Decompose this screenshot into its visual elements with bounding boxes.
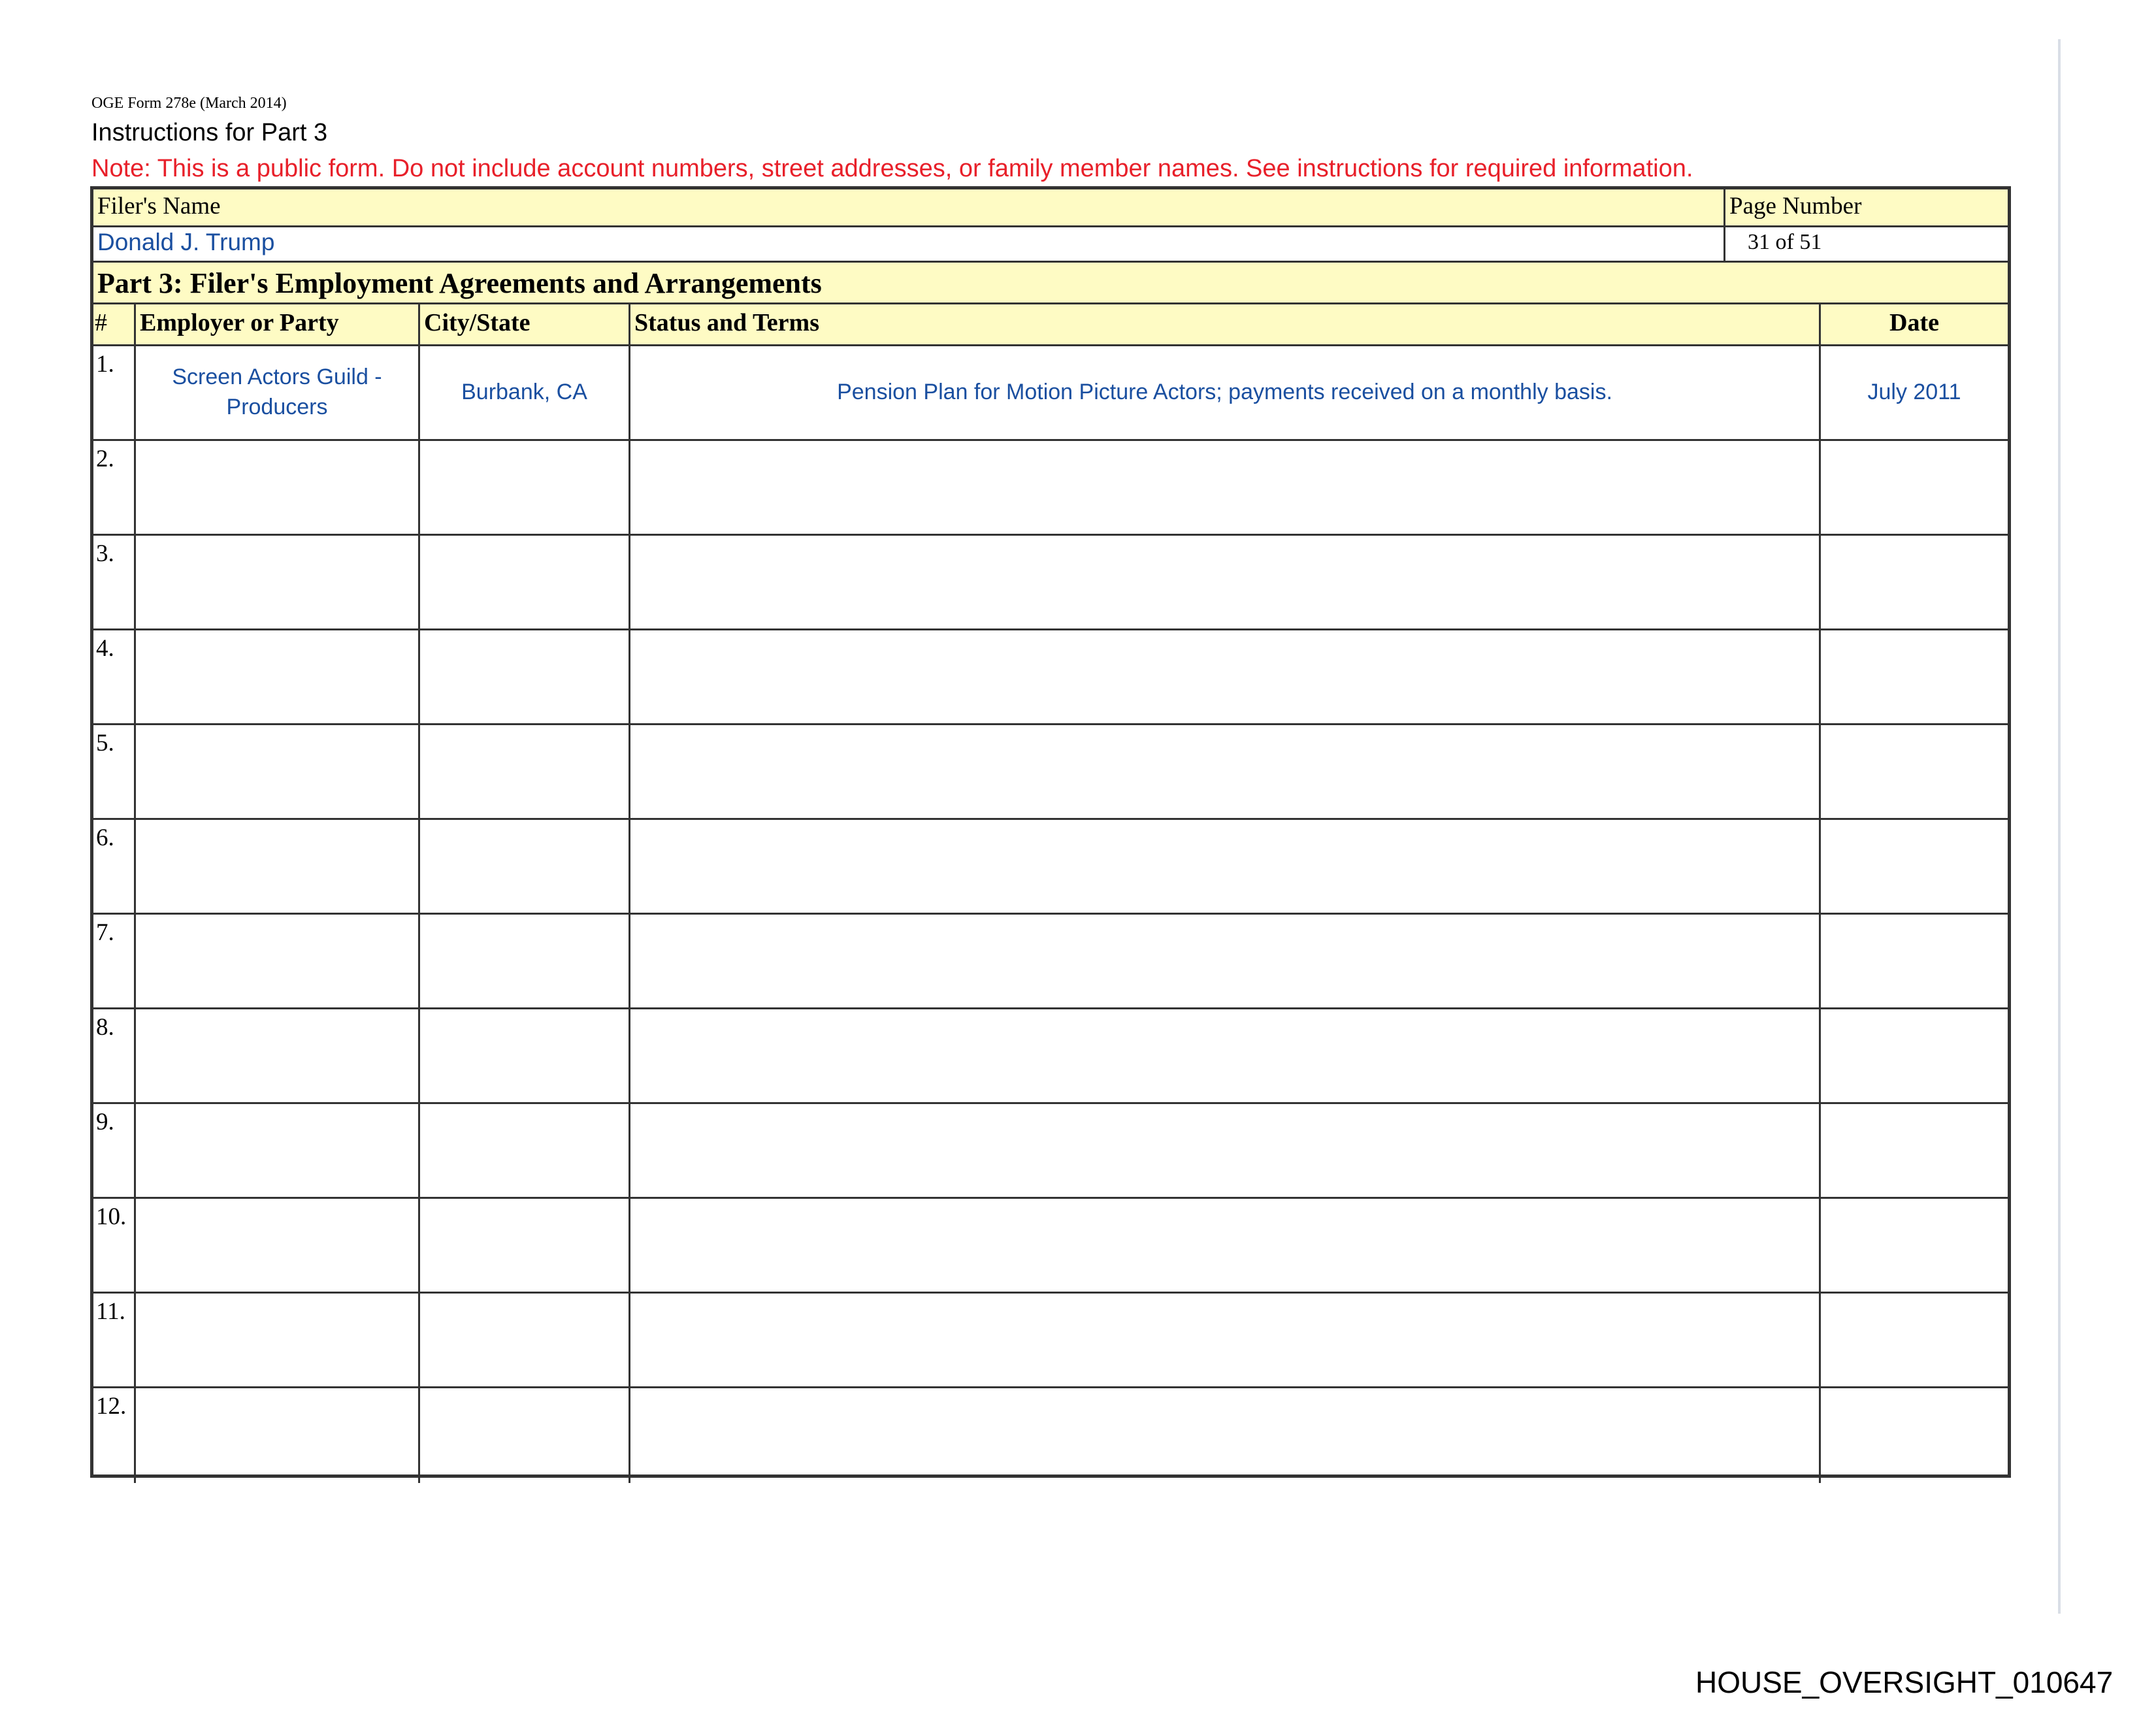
table-row (93, 820, 2008, 915)
row-number: 3. (93, 536, 136, 630)
part-title-row (93, 263, 2008, 304)
city-cell (420, 1009, 630, 1104)
employer-cell (136, 1199, 420, 1294)
status-cell: Pension Plan for Motion Picture Actors; payments received on a monthly basis. (630, 346, 1821, 441)
employer-cell (136, 1294, 420, 1388)
table-row (93, 725, 2008, 820)
status-cell (630, 1294, 1821, 1388)
table-row (93, 915, 2008, 1009)
status-cell (630, 536, 1821, 630)
date-cell (1821, 441, 2008, 536)
city-cell (420, 1199, 630, 1294)
date-cell (1821, 1294, 2008, 1388)
row-number: 5. (93, 725, 136, 820)
table-row (93, 1199, 2008, 1294)
row-number: 7. (93, 915, 136, 1009)
status-cell (630, 1104, 1821, 1199)
employer-cell (136, 536, 420, 630)
row-number: 2. (93, 441, 136, 536)
page-number-value: 31 of 51 (1725, 227, 2008, 263)
table-row (93, 441, 2008, 536)
status-cell (630, 441, 1821, 536)
employer-cell (136, 441, 420, 536)
table-row (93, 1104, 2008, 1199)
page-number-label: Page Number (1725, 189, 2008, 227)
date-cell (1821, 915, 2008, 1009)
part-title: Part 3: Filer's Employment Agreements and Arrangements (93, 263, 2008, 304)
instructions-heading: Instructions for Part 3 (91, 119, 328, 146)
disclosure-form (90, 186, 2011, 1478)
status-cell (630, 630, 1821, 725)
table-row (93, 1009, 2008, 1104)
city-cell: Burbank, CA (420, 346, 630, 441)
employer-cell (136, 1009, 420, 1104)
col-header-num: # (93, 304, 136, 346)
scan-edge-line (2058, 39, 2061, 1614)
status-cell (630, 1009, 1821, 1104)
date-cell (1821, 1388, 2008, 1483)
col-header-status: Status and Terms (630, 304, 1821, 346)
date-cell (1821, 725, 2008, 820)
city-cell (420, 630, 630, 725)
status-cell (630, 1388, 1821, 1483)
city-cell (420, 820, 630, 915)
date-cell (1821, 1009, 2008, 1104)
filer-value-row (93, 227, 2008, 263)
employer-cell (136, 346, 420, 441)
row-number: 6. (93, 820, 136, 915)
date-cell (1821, 820, 2008, 915)
employer-cell (136, 915, 420, 1009)
row-number: 8. (93, 1009, 136, 1104)
row-number: 11. (93, 1294, 136, 1388)
city-cell (420, 1388, 630, 1483)
col-header-city: City/State (420, 304, 630, 346)
employer-cell (136, 1104, 420, 1199)
row-number: 1. (93, 346, 136, 441)
row-number: 9. (93, 1104, 136, 1199)
row-number: 12. (93, 1388, 136, 1483)
employer-value: Screen Actors Guild - Producers (172, 365, 382, 419)
agreements-table (93, 346, 2008, 1483)
filer-name-value: Donald J. Trump (93, 227, 1725, 263)
employer-cell (136, 630, 420, 725)
city-cell (420, 441, 630, 536)
table-row (93, 536, 2008, 630)
city-cell (420, 915, 630, 1009)
date-cell (1821, 536, 2008, 630)
status-cell (630, 915, 1821, 1009)
public-form-note: Note: This is a public form. Do not include account numbers, street addresses, or family member names. See instructions for required information. (91, 155, 1693, 182)
status-cell (630, 1199, 1821, 1294)
column-header-row (93, 304, 2008, 346)
status-cell (630, 820, 1821, 915)
city-cell (420, 536, 630, 630)
employer-cell (136, 820, 420, 915)
table-row (93, 630, 2008, 725)
table-row (93, 346, 2008, 441)
col-header-employer: Employer or Party (136, 304, 420, 346)
filer-header-row (93, 189, 2008, 227)
employer-cell (136, 1388, 420, 1483)
date-cell (1821, 1199, 2008, 1294)
date-cell (1821, 630, 2008, 725)
status-cell (630, 725, 1821, 820)
col-header-date: Date (1821, 304, 2008, 346)
date-cell (1821, 1104, 2008, 1199)
city-cell (420, 725, 630, 820)
table-row (93, 1388, 2008, 1483)
form-id: OGE Form 278e (March 2014) (91, 95, 287, 112)
bates-number: HOUSE_OVERSIGHT_010647 (1695, 1665, 2114, 1699)
city-cell (420, 1104, 630, 1199)
employer-cell (136, 725, 420, 820)
table-row (93, 1294, 2008, 1388)
date-cell: July 2011 (1821, 346, 2008, 441)
city-cell (420, 1294, 630, 1388)
row-number: 10. (93, 1199, 136, 1294)
row-number: 4. (93, 630, 136, 725)
filer-name-label: Filer's Name (93, 189, 1725, 227)
